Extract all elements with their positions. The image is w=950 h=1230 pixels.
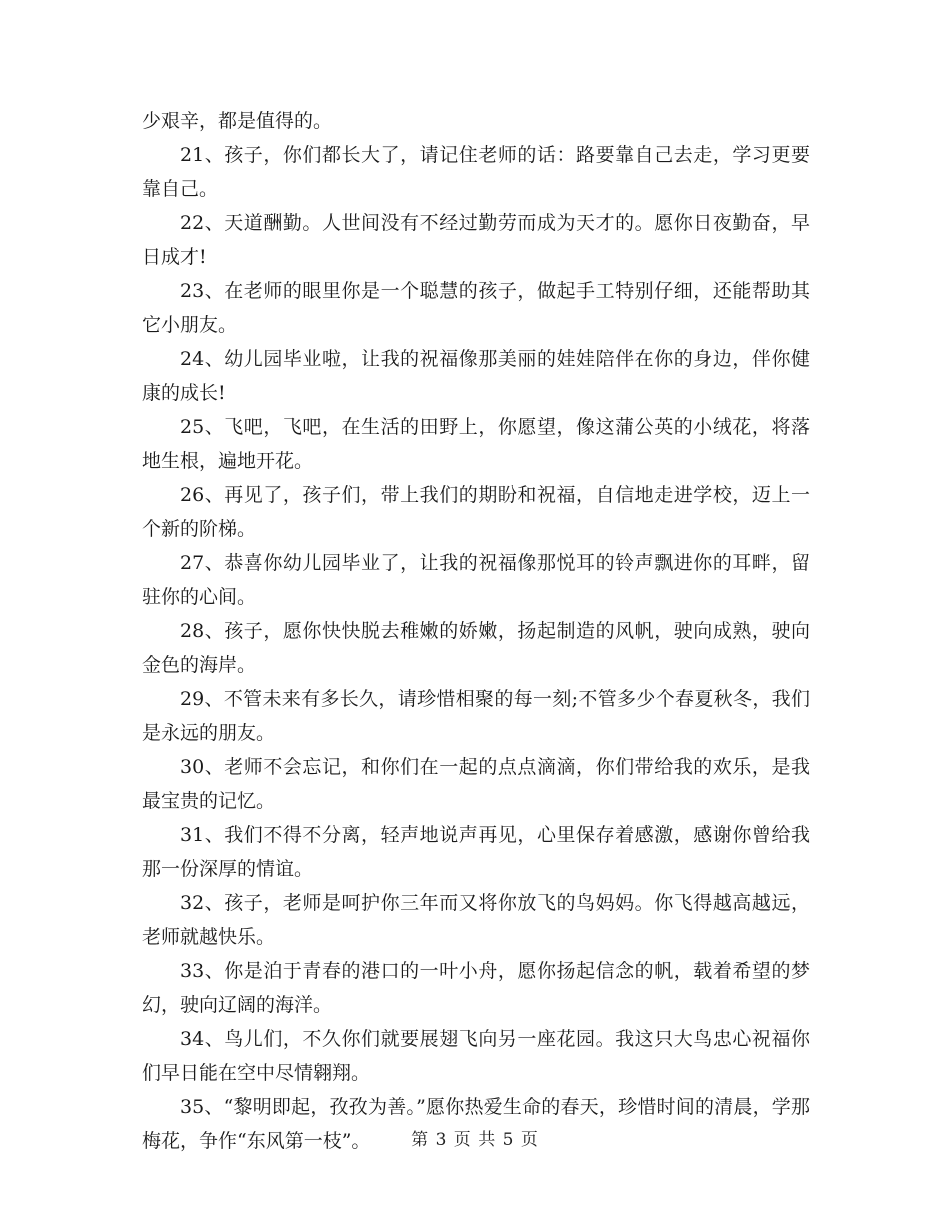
paragraph: 25、飞吧，飞吧，在生活的田野上，你愿望，像这蒲公英的小绒花，将落地生根，遍地开花。: [142, 416, 810, 472]
paragraph: 24、幼儿园毕业啦，让我的祝福像那美丽的娃娃陪伴在你的身边，伴你健康的成长!: [142, 348, 810, 404]
paragraph: 35、“黎明即起，孜孜为善。”愿你热爱生命的春天，珍惜时间的清晨，学那梅花，争作“东风第一枝”。: [142, 1096, 810, 1152]
paragraph: 23、在老师的眼里你是一个聪慧的孩子，做起手工特别仔细，还能帮助其它小朋友。: [142, 280, 810, 336]
page-number-footer: 第 3 页 共 5 页: [411, 1130, 539, 1150]
paragraph: 30、老师不会忘记，和你们在一起的点点滴滴，你们带给我的欢乐，是我最宝贵的记忆。: [142, 756, 810, 812]
paragraph: 33、你是泊于青春的港口的一叶小舟，愿你扬起信念的帆，载着希望的梦幻，驶向辽阔的海洋。: [142, 960, 810, 1016]
paragraph: 21、孩子，你们都长大了，请记住老师的话：路要靠自己去走，学习更要靠自己。: [142, 144, 810, 200]
paragraph: 31、我们不得不分离，轻声地说声再见，心里保存着感激，感谢你曾给我那一份深厚的情谊。: [142, 824, 810, 880]
paragraph: 22、天道酬勤。人世间没有不经过勤劳而成为天才的。愿你日夜勤奋，早日成才!: [142, 212, 810, 268]
paragraph: 少艰辛，都是值得的。: [142, 110, 333, 132]
paragraph: 28、孩子，愿你快快脱去稚嫩的娇嫩，扬起制造的风帆，驶向成熟，驶向金色的海岸。: [142, 620, 810, 676]
paragraph: 34、鸟儿们，不久你们就要展翅飞向另一座花园。我这只大鸟忠心祝福你们早日能在空中尽情翱翔。: [142, 1028, 810, 1084]
paragraph: 27、恭喜你幼儿园毕业了，让我的祝福像那悦耳的铃声飘进你的耳畔，留驻你的心间。: [142, 552, 810, 608]
paragraph: 29、不管未来有多长久，请珍惜相聚的每一刻;不管多少个春夏秋冬，我们是永远的朋友。: [142, 688, 810, 744]
document-body: [142, 104, 810, 1158]
paragraph: 26、再见了，孩子们，带上我们的期盼和祝福，自信地走进学校，迈上一个新的阶梯。: [142, 484, 810, 540]
paragraph: 32、孩子，老师是呵护你三年而又将你放飞的鸟妈妈。你飞得越高越远，老师就越快乐。: [142, 892, 810, 948]
